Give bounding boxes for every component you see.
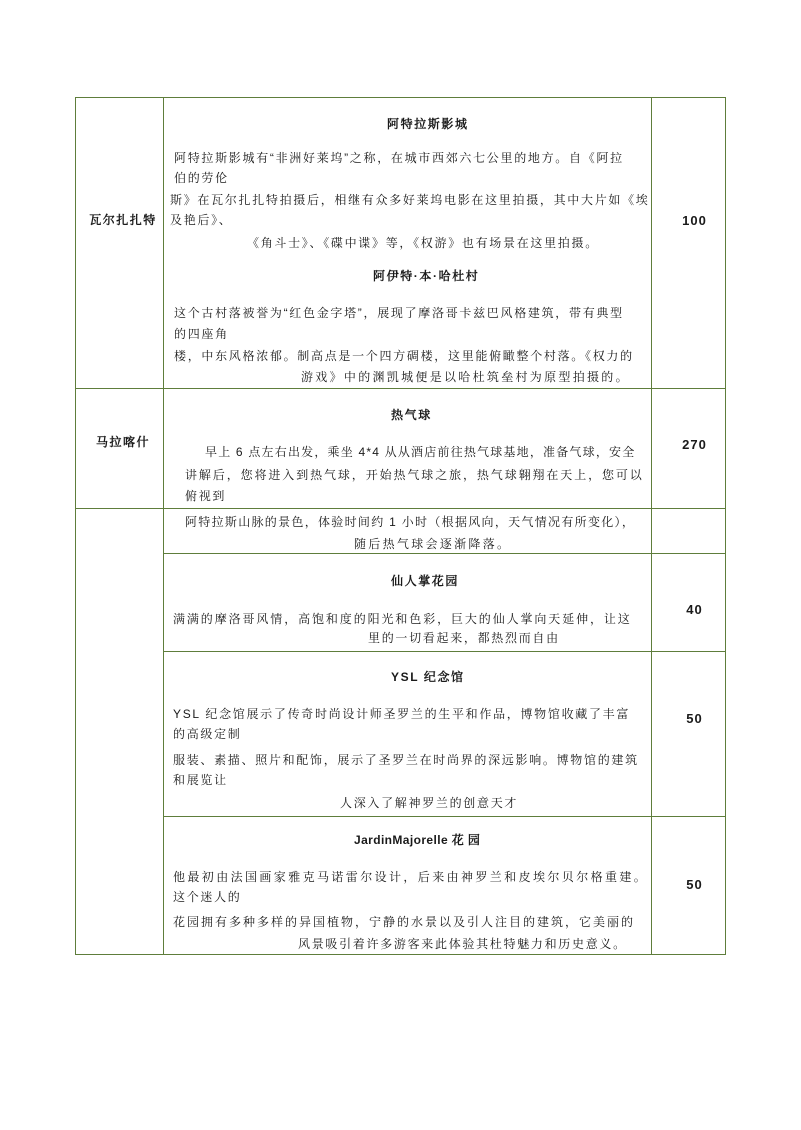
description-cell: [163, 553, 651, 651]
description-line: 风景吸引着许多游客来此体验其杜特魅力和历史意义。: [298, 937, 627, 951]
description-line: 里的一切看起来，都热烈而自由: [368, 631, 560, 645]
description-line: 的四座角: [174, 327, 229, 341]
description-line: 服装、素描、照片和配饰，展示了圣罗兰在时尚界的深远影响。博物馆的建筑: [173, 753, 639, 767]
section-title: 阿伊特·本·哈杜村: [373, 269, 480, 283]
description-line: 的高级定制: [173, 727, 242, 741]
city-name: 瓦尔扎扎特: [89, 213, 157, 227]
description-line: 随后热气球会逐渐降落。: [354, 537, 512, 551]
city-name: 马拉喀什: [95, 435, 150, 449]
section-title: JardinMajorelle 花 园: [354, 833, 481, 847]
description-line: 满满的摩洛哥风情，高饱和度的阳光和色彩，巨大的仙人掌向天延伸，让这: [173, 612, 632, 626]
description-line: 花园拥有多种多样的异国植物，宁静的水景以及引人注目的建筑，它美丽的: [173, 915, 636, 929]
city-cell-empty: [75, 508, 163, 955]
description-line: 这个迷人的: [173, 890, 242, 904]
description-line: 斯》在瓦尔扎扎特拍摄后，相继有众多好莱坞电影在这里拍摄，其中大片如《埃: [170, 193, 650, 207]
price-value: 100: [682, 213, 707, 228]
description-cell: [163, 651, 651, 816]
description-line: 阿特拉斯影城有“非洲好莱坞”之称，在城市西郊六七公里的地方。自《阿拉: [174, 151, 624, 165]
section-title: 热气球: [391, 408, 432, 422]
price-value: 270: [682, 437, 707, 452]
description-cell: [163, 97, 651, 388]
description-cell: [163, 388, 651, 508]
price-cell: [651, 97, 726, 388]
description-line: 《角斗士》、《碟中谍》等，《权游》也有场景在这里拍摄。: [247, 236, 599, 250]
description-cell: [163, 508, 651, 553]
price-cell-empty: [651, 508, 726, 553]
description-line: 俯视到: [185, 489, 227, 503]
city-cell: [75, 388, 163, 508]
description-line: 阿特拉斯山脉的景色，体验时间约 1 小时（根据风向，天气情况有所变化），: [185, 515, 636, 529]
section-title: 仙人掌花园: [391, 574, 460, 588]
description-line: YSL 纪念馆展示了传奇时尚设计师圣罗兰的生平和作品，博物馆收藏了丰富: [173, 707, 631, 721]
description-line: 伯的劳伦: [174, 171, 229, 185]
price-value: 50: [686, 877, 703, 892]
description-line: 人深入了解神罗兰的创意天才: [340, 796, 519, 810]
description-line: 游戏》中的渊凯城便是以哈杜筑垒村为原型拍摄的。: [301, 370, 630, 384]
price-cell: [651, 553, 726, 651]
description-line: 楼，中东风格浓郁。制高点是一个四方碉楼，这里能俯瞰整个村落。《权力的: [174, 349, 634, 363]
description-cell: [163, 816, 651, 955]
description-line: 讲解后，您将进入到热气球，开始热气球之旅，热气球翱翔在天上，您可以: [185, 468, 644, 482]
description-line: 和展览让: [173, 773, 228, 787]
price-value: 40: [686, 602, 703, 617]
description-line: 早上 6 点左右出发，乘坐 4*4 从从酒店前往热气球基地，准备气球，安全: [205, 445, 636, 459]
description-line: 这个古村落被誉为“红色金字塔”，展现了摩洛哥卡兹巴风格建筑，带有典型: [174, 306, 624, 320]
section-title: YSL 纪念馆: [391, 670, 465, 684]
city-cell: [75, 97, 163, 388]
price-cell: [651, 651, 726, 816]
price-cell: [651, 816, 726, 955]
description-line: 及艳后》、: [170, 213, 233, 227]
price-cell: [651, 388, 726, 508]
section-title: 阿特拉斯影城: [387, 117, 469, 131]
description-line: 他最初由法国画家雅克马诺雷尔设计，后来由神罗兰和皮埃尔贝尔格重建。: [173, 870, 649, 884]
price-value: 50: [686, 711, 703, 726]
